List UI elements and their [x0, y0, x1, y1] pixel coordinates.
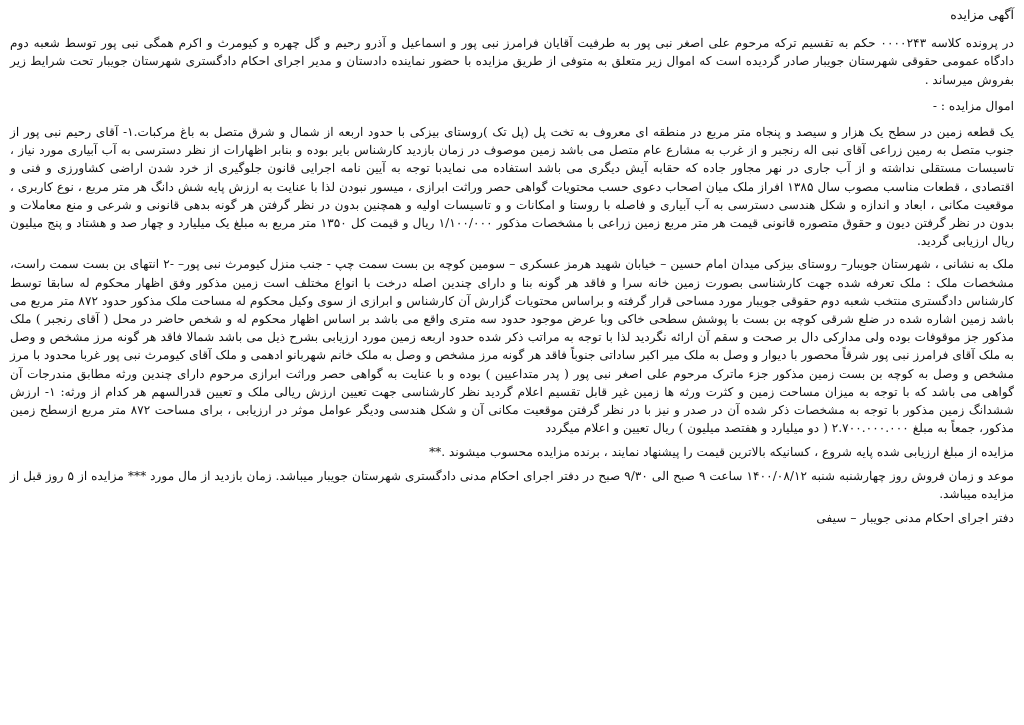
auction-item-1: یک قطعه زمین در سطح یک هزار و سیصد و پنجاه متر مربع در منطقه ای معروف به تخت پل (پل تک )روستای بیزکی با حدود اربعه از شمال و شرق متصل به باغ مرکبات.١- آقای رحیم نبی پور از جنوب متصل به رمین زراعی آقای نبی اله رنجبر و از غرب به مشارع عام متصل می باشد زمین موصوف در زمان بازدید کارشناس بایر بوده و بنابر اظهارات از نظر دسترسی به آب آبیاری مورد نیاز ، تاسیسات مستقلی نداشته و از آب جاری در نهر مجاور جاده که حقابه آیش دیگری می باشد استفاده می نمایدبا توجه به آیین نامه اجرایی قانون جلوگیری از خرد شدن اراضی کشاورزی و فنی و اقتصادی ، قطعات مناسب مصوب سال ۱۳۸۵ افراز ملک میان اصحاب دعوی حسب محتویات گواهی حصر وراثت ابرازی ، میسور نبودن لذا با عنایت به ارزش پایه شش دانگ هر متر مربع ، نوع کاربری ، موقعیت مکانی ، ابعاد و اندازه و شکل هندسی دسترسی به آب آبیاری و فاصله با روستا و امکانات و و تاسیسات اولیه و همچنین بدون در نظر گرفتن هر گونه بدهی قانونی و شرعی و منع معاملات و بدون در نظر گرفتن دیون و حقوق متصوره قانونی قیمت هر متر مربع زمین زراعی با مشخصات مذکور ۱/۱۰۰/۰۰۰ ریال و قیمت کل ۱۳۵۰ متر مربع به مبلغ یک میلیارد و چهار صد و هشتاد و پنج میلیون ریال ارزیابی گردید. — [10, 125, 1015, 249]
intro-paragraph: در پرونده کلاسه ۰۰۰۰۲۴۳ حکم به تقسیم ترکه مرحوم علی اصغر نبی پور به طرفیت آقایان فرامرز نبی پور و اسماعیل و آذرو رحیم و گل چهره و کیومرث و اکرم همگی نبی پور توسط شعبه دوم دادگاه عمومی حقوقی شهرستان جویبار صادر گردیده است که اموال زیر متعلق به متوفی از طریق مزایده با حضور نماینده دادستان و مدیر اجرای احکام دادگستری شهرستان جویبار تحت شرایط زیر بفروش میرساند . — [10, 36, 1014, 87]
auction-items-heading: اموال مزایده : - — [932, 98, 1014, 113]
signature-block — [10, 509, 1014, 527]
auction-terms: مزایده از مبلغ ارزیابی شده پایه شروع ، کسانیکه بالاترین قیمت را پیشنهاد نمایند ، برنده مزایده محسوب میشوند .** — [429, 445, 1014, 460]
notice-title: آگهی مزایده — [950, 7, 1014, 22]
auction-item-2: ملک به نشانی ، شهرستان جویبار– روستای بیزکی میدان امام حسین – خیابان شهید هرمز عسکری – سومین کوچه بن بست سمت چپ - جنب منزل کیومرث نبی پور– -٢ انتهای بن بست سمت راست، مشخصات ملک : ملک تعرفه شده جهت کارشناسی بصورت زمین خانه سرا و فاقد هر گونه بنا و دارای چندین اصله درخت با انواع مختلف است زمین مذکور وفق اظهار محکوم له سابقا توسط کارشناس دادگستری منتخب شعبه دوم حقوقی جویبار مورد مساحی قرار گرفته و براساس محتویات گزارش آن کارشناس و ابرازی از سوی وکیل محکوم له مساحت ملک مذکور حدود ۸۷۲ متر مربع می باشد زمین اشاره شده در ضلع شرقی کوچه بن بست با پوشش سطحی خاکی وبا عرض موجود حدود سه متری واقع می باشد بر اساس اظهار محکوم له و شخص حاضر در محل ( آقای رنجبر ) ملک مذکور جز موقوفات بوده ولی مدارکی دال بر صحت و سقم آن ارائه نگردید لذا با توجه به مراتب ذکر شده حدود اربعه زمین مورد ارزیابی بشرح ذیل می باشد شمالا فاقد هر گونه مرز مشخص و وصل به ملک آقای فرامرز نبی پور شرقاً محصور با دیوار و وصل به ملک میر اکبر ساداتی جنوباً فاقد هر گونه مرز مشخص و وصل به ملک خانم شهربانو ادهمی و ملک آقای کیومرث نبی پور غربا محدود با مرز مشخص و وصل به کوچه بن بست زمین مذکور جزء ماترک مرحوم علی اصغر نبی پور ( پدر متداعیین ) بوده و با عنایت به گواهی حصر وراثت ابرازی مرحوم دارای چندین ورثه مطابق مندرجات آن گواهی می باشد که با توجه به میزان مساحت زمین و کثرت ورثه ها زمین غیر قابل تقسیم اعلام گردید نظر کارشناسی جهت تعیین ارزش ریالی ملک و تعیین قدرالسهم هر کدام از ورثه: ١- ارزش ششدانگ زمین مذکور با توجه به مشخصات ذکر شده آن در صدر و نیز با در نظر گرفتن موقعیت مکانی آن و شکل هندسی ودیگر عوامل موثر در ارزیابی ، برای مساحت ۸۷۲ متر مربع ازسطح زمین مذکور، جمعاً به مبلغ ۲.۷۰۰.۰۰۰.۰۰۰ ( دو میلیارد و هفتصد میلیون ) ریال تعیین و اعلام میگردد — [10, 257, 1015, 436]
auction-schedule: موعد و زمان فروش روز چهارشنبه شنبه ۱۴۰۰/۰۸/۱۲ ساعت ۹ صبح الی ۹/۳۰ صبح در دفتر اجرای احکام مدنی دادگستری شهرستان جویبار میباشد. زمان بازدید از مال مورد *** مزایده از ۵ روز قبل از مزایده میباشد. — [10, 468, 1015, 501]
signature-office: دفتر اجرای احکام مدنی جویبار – سیفی — [816, 511, 1014, 526]
